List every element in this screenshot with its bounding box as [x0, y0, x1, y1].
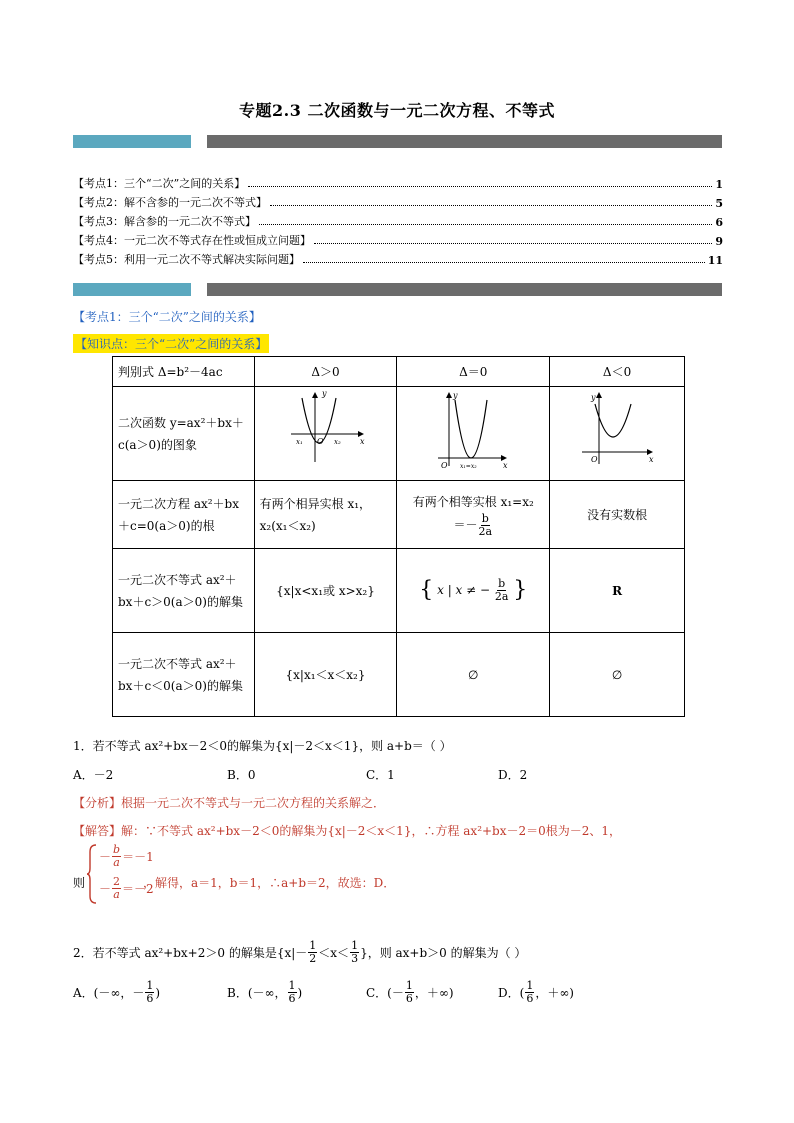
- q2-option-d[interactable]: D．( $\frac{1}{6}$ ，＋∞): [498, 979, 574, 1005]
- roots-negative: 没有实数根: [550, 481, 685, 549]
- svg-text:y: y: [591, 393, 596, 402]
- row-label-graph: 二次函数 y=ax²＋bx＋c(a＞0)的图象: [113, 387, 255, 481]
- parabola-two-roots-graph: [286, 390, 366, 470]
- knowledge-heading: 【知识点：三个“二次”之间的关系】: [73, 334, 269, 353]
- q2-option-b[interactable]: B．(－∞， $\frac{1}{6}$ ): [227, 979, 303, 1005]
- less-positive: {x|x₁＜x＜x₂}: [254, 633, 397, 717]
- svg-text:x₁: x₁: [295, 438, 303, 446]
- greater-negative: R: [550, 549, 685, 633]
- svg-text:O: O: [441, 461, 448, 470]
- table-of-contents: [73, 172, 723, 267]
- svg-text:O: O: [316, 437, 324, 446]
- roots-positive: 有两个相异实根 x₁，x₂(x₁＜x₂): [254, 481, 397, 549]
- q1-analysis: 【分析】根据一元二次不等式与一元二次方程的关系解之．: [73, 796, 386, 810]
- question-1-stem: 1．若不等式 ax²+bx－2＜0的解集为{x|－2＜x＜1}，则 a+b＝（ ）: [73, 739, 452, 753]
- less-negative: ∅: [550, 633, 685, 717]
- question-2-stem: 2．若不等式 ax²+bx+2＞0 的解集是{x|－ $\frac{1}{2}$ ＜x＜ $\frac{1}{3}$ }，则 ax+b＞0 的解集为（ ）: [73, 939, 527, 965]
- q1-option-b[interactable]: B．0: [227, 768, 256, 782]
- page-title: 专题2.3 二次函数与一元二次方程、不等式: [239, 101, 555, 120]
- greater-zero: { x | x ≠ − $\frac{b}{2a}$ }: [397, 549, 550, 633]
- q1-answer: 【解答】解：∵不等式 ax²+bx－2＜0的解集为{x|－2＜x＜1}，∴方程 ax²+bx－2＝0根为－2、1，: [73, 824, 622, 838]
- toc-entry-3[interactable]: 【考点3：解含参的一元二次不等式】 6: [73, 215, 723, 229]
- table-row-greater: [113, 549, 685, 633]
- graph-zero-cell: [397, 387, 550, 481]
- decorative-bar-top: [73, 135, 722, 148]
- header-discriminant: 判别式 Δ=b²－4ac: [113, 357, 255, 387]
- q1-option-a[interactable]: A．－2: [73, 768, 114, 782]
- header-positive: Δ＞0: [254, 357, 397, 387]
- svg-text:y: y: [321, 390, 327, 398]
- toc-entry-1[interactable]: 【考点1：三个“二次”之间的关系】 1: [73, 177, 723, 191]
- svg-text:x: x: [649, 455, 654, 464]
- svg-text:x: x: [359, 437, 365, 446]
- toc-entry-4[interactable]: 【考点4：一元二次不等式存在性或恒成立问题】 9: [73, 234, 723, 248]
- header-zero: Δ＝0: [397, 357, 550, 387]
- table-header-row: [113, 357, 685, 387]
- toc-entry-5[interactable]: 【考点5：利用一元二次不等式解决实际问题】 11: [73, 253, 723, 267]
- roots-zero: 有两个相等实根 x₁=x₂ ＝－ $\frac{b}{2a}$: [397, 481, 550, 549]
- relationship-table: [112, 356, 685, 717]
- svg-text:O: O: [591, 455, 598, 464]
- svg-text:y: y: [453, 391, 458, 400]
- parabola-no-root-graph: [577, 390, 657, 470]
- svg-text:x: x: [503, 461, 508, 470]
- decorative-bar-bottom: [73, 283, 722, 296]
- greater-positive: {x|x<x₁或 x>x₂}: [254, 549, 397, 633]
- row-label-less: 一元二次不等式 ax²＋bx＋c＜0(a＞0)的解集: [113, 633, 255, 717]
- brace-icon: [87, 844, 97, 904]
- q1-option-c[interactable]: C．1: [366, 768, 395, 782]
- less-zero: ∅: [397, 633, 550, 717]
- section-heading: 【考点1：三个“二次”之间的关系】: [73, 310, 261, 324]
- table-row-graph: [113, 387, 685, 481]
- row-label-roots: 一元二次方程 ax²＋bx＋c=0(a＞0)的根: [113, 481, 255, 549]
- graph-positive-cell: [254, 387, 397, 481]
- header-negative: Δ＜0: [550, 357, 685, 387]
- svg-text:x₂: x₂: [333, 438, 341, 446]
- parabola-one-root-graph: [433, 390, 513, 470]
- svg-text:x₁=x₂: x₁=x₂: [460, 463, 477, 470]
- table-row-less: [113, 633, 685, 717]
- q1-option-d[interactable]: D．2: [498, 768, 528, 782]
- q2-option-c[interactable]: C．(－ $\frac{1}{6}$ ，＋∞): [366, 979, 454, 1005]
- toc-entry-2[interactable]: 【考点2：解不含参的一元二次不等式】 5: [73, 196, 723, 210]
- graph-negative-cell: [550, 387, 685, 481]
- q2-option-a[interactable]: A．(－∞， － $\frac{1}{6}$ ): [73, 979, 161, 1005]
- table-row-roots: [113, 481, 685, 549]
- row-label-greater: 一元二次不等式 ax²＋bx＋c＞0(a＞0)的解集: [113, 549, 255, 633]
- q1-equation-system: 则 － $\frac{b}{a}$ ＝－1 － $\frac{2}{a}$ ＝－2 ，解得，a＝1，b＝1，∴a+b＝2，故选：D．: [73, 842, 713, 908]
